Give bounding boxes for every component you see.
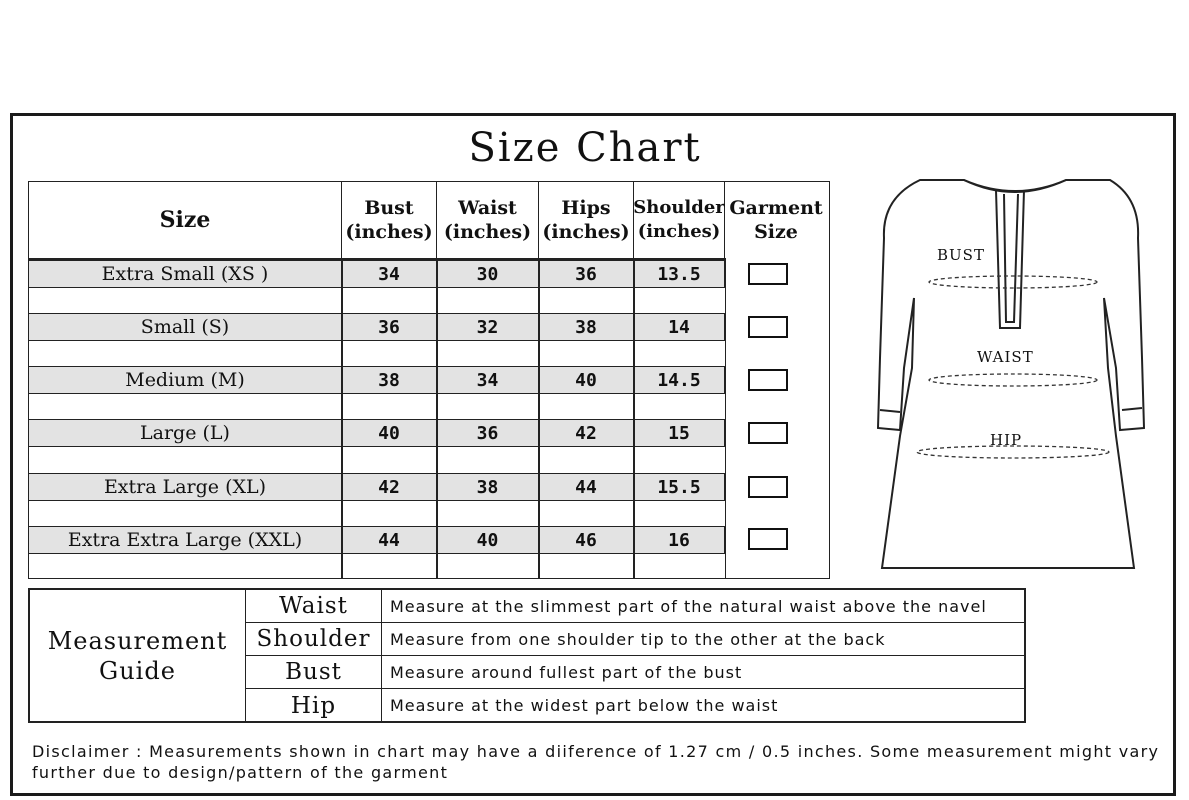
bust-value: 42 bbox=[342, 474, 437, 500]
size-name: Extra Extra Large (XXL) bbox=[29, 527, 342, 553]
bust-label: BUST bbox=[937, 246, 985, 264]
waist-value: 40 bbox=[437, 527, 539, 553]
header-hips: Hips (inches) bbox=[539, 182, 634, 258]
shoulder-value: 13.5 bbox=[634, 261, 725, 287]
column-divider bbox=[341, 258, 343, 578]
table-row bbox=[29, 526, 725, 554]
header-garment-size: Garment Size bbox=[729, 197, 823, 243]
hips-value: 40 bbox=[539, 367, 634, 393]
guide-desc-waist: Measure at the slimmest part of the natural waist above the navel bbox=[382, 590, 1024, 623]
measurement-guide bbox=[28, 588, 1026, 723]
table-row bbox=[29, 419, 725, 447]
table-row bbox=[29, 260, 725, 288]
hips-value: 38 bbox=[539, 314, 634, 340]
waist-label: WAIST bbox=[977, 348, 1034, 366]
header-size: Size bbox=[29, 182, 342, 258]
table-row bbox=[29, 313, 725, 341]
guide-desc-hip: Measure at the widest part below the waist bbox=[390, 696, 779, 715]
guide-term-waist: Waist bbox=[246, 590, 382, 623]
guide-desc-shoulder: Measure from one shoulder tip to the other at the back bbox=[382, 623, 1024, 656]
size-table bbox=[28, 181, 830, 579]
bust-value: 40 bbox=[342, 420, 437, 446]
garment-diagram-icon bbox=[872, 178, 1162, 576]
column-divider bbox=[633, 258, 635, 578]
waist-value: 32 bbox=[437, 314, 539, 340]
hips-value: 42 bbox=[539, 420, 634, 446]
waist-value: 36 bbox=[437, 420, 539, 446]
disclaimer-text: Disclaimer : Measurements shown in chart may have a diiference of 1.27 cm / 0.5 inches. Some measurement might vary further due to design/pattern of the garment bbox=[32, 742, 1160, 782]
hip-label: HIP bbox=[990, 431, 1023, 449]
header-waist: Waist (inches) bbox=[437, 182, 539, 258]
page-title: Size Chart bbox=[468, 125, 702, 171]
size-name: Medium (M) bbox=[29, 367, 342, 393]
shoulder-value: 15 bbox=[634, 420, 725, 446]
size-name: Extra Small (XS ) bbox=[29, 261, 342, 287]
guide-term-hip: Hip bbox=[246, 689, 382, 722]
guide-title: Measurement Guide bbox=[30, 590, 246, 721]
guide-desc-bust: Measure around fullest part of the bust bbox=[382, 656, 1024, 689]
garment-checkbox[interactable] bbox=[748, 316, 788, 338]
guide-term-shoulder: Shoulder bbox=[246, 623, 382, 656]
shoulder-value: 14 bbox=[634, 314, 725, 340]
header-bust: Bust (inches) bbox=[342, 182, 437, 258]
garment-checkbox[interactable] bbox=[748, 369, 788, 391]
garment-checkbox[interactable] bbox=[748, 528, 788, 550]
waist-value: 38 bbox=[437, 474, 539, 500]
size-name: Small (S) bbox=[29, 314, 342, 340]
shoulder-value: 15.5 bbox=[634, 474, 725, 500]
garment-checkbox[interactable] bbox=[748, 476, 788, 498]
column-divider bbox=[538, 258, 540, 578]
bust-value: 44 bbox=[342, 527, 437, 553]
table-row bbox=[29, 366, 725, 394]
bust-value: 38 bbox=[342, 367, 437, 393]
column-divider bbox=[436, 258, 438, 578]
waist-value: 34 bbox=[437, 367, 539, 393]
garment-checkbox[interactable] bbox=[748, 422, 788, 444]
shoulder-value: 14.5 bbox=[634, 367, 725, 393]
bust-value: 36 bbox=[342, 314, 437, 340]
header-shoulder: Shoulder (inches) bbox=[634, 182, 725, 258]
hips-value: 46 bbox=[539, 527, 634, 553]
garment-checkbox[interactable] bbox=[748, 263, 788, 285]
size-name: Large (L) bbox=[29, 420, 342, 446]
waist-value: 30 bbox=[437, 261, 539, 287]
hips-value: 44 bbox=[539, 474, 634, 500]
size-name: Extra Large (XL) bbox=[29, 474, 342, 500]
table-row bbox=[29, 473, 725, 501]
garment-size-column bbox=[725, 258, 827, 578]
bust-value: 34 bbox=[342, 261, 437, 287]
guide-term-bust: Bust bbox=[246, 656, 382, 689]
shoulder-value: 16 bbox=[634, 527, 725, 553]
hips-value: 36 bbox=[539, 261, 634, 287]
